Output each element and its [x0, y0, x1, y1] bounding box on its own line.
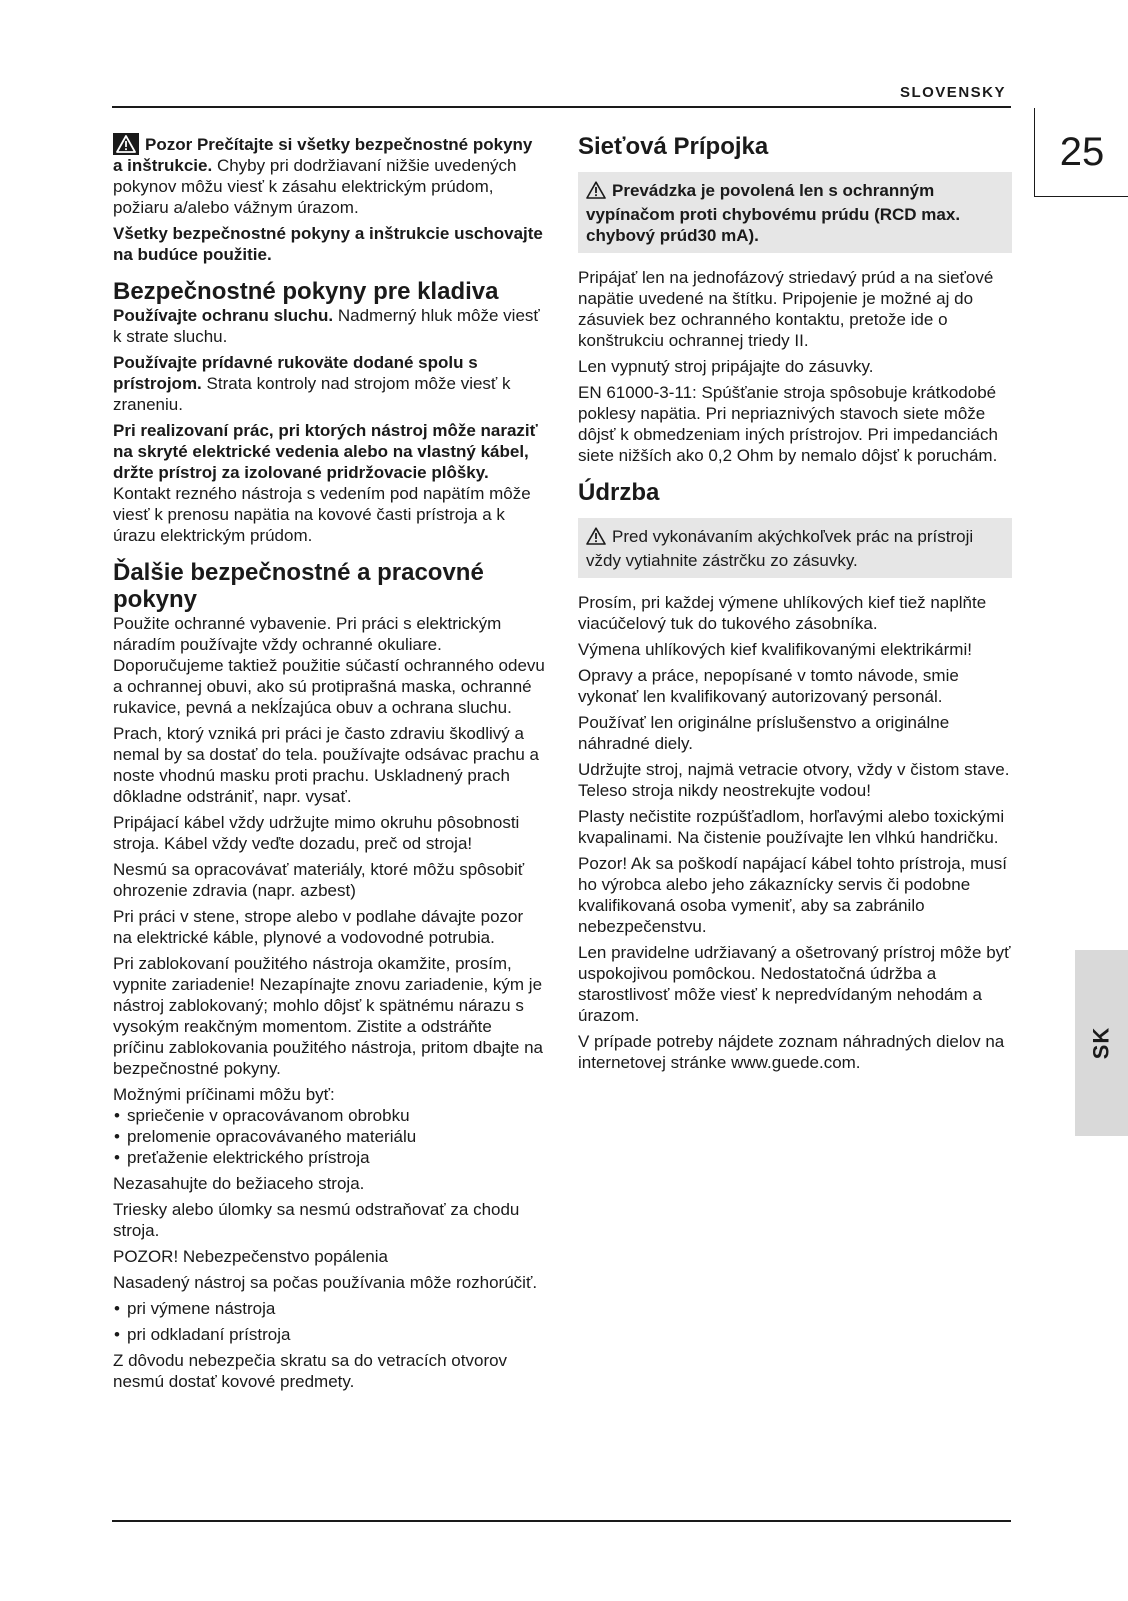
list-item: • pri odkladaní prístroja [113, 1324, 545, 1345]
paragraph: EN 61000-3-11: Spúšťanie stroja spôsobuje krátkodobé poklesy napätia. Pri nepriaznivých stavoch siete môže dôjsť k obmedzeniam iných prístrojov. Pri impedanciách siete nižších ako 0,2 Ohm by nemalo dôjsť k poruchám. [578, 383, 998, 465]
handles-paragraph [113, 352, 545, 415]
paragraph: Používať len originálne príslušenstvo a originálne náhradné diely. [578, 713, 950, 753]
hearing-text: Nadmerný hluk môže viesť k strate sluchu. [113, 306, 540, 346]
paragraph: Výmena uhlíkových kief kvalifikovanými elektrikármi! [578, 640, 972, 659]
intro-warning [113, 133, 545, 218]
hearing-paragraph [113, 305, 545, 347]
top-rule [112, 106, 1011, 108]
intro-warning-bold: Pozor Prečítajte si všetky bezpečnostné pokyny a inštrukcie. [113, 135, 533, 175]
paragraph: Pri práci v stene, strope alebo v podlahe dávajte pozor na elektrické káble, plynové a vodovodné potrubia. [113, 907, 524, 947]
heading-hammer-safety: Bezpečnostné pokyny pre kladiva [113, 278, 499, 305]
right-column [578, 133, 1012, 1078]
paragraph: Plasty nečistite rozpúšťadlom, horľavými alebo toxickými kvapalinami. Na čistenie používajte len vlhkú handričku. [578, 807, 1005, 847]
paragraph: Pri zablokovaní použitého nástroja okamžite, prosím, vypnite zariadenie! Nezapínajte znovu zariadenie, kým je nástroj zablokovaný; mohlo dôjsť k spätnému nárazu s vysokým reakčným momentom. Zistite a odstráňte príčinu zablokovania použitého nástroja, pritom dbajte na bezpečnostné pokyny. [113, 954, 543, 1078]
paragraph: V prípade potreby nájdete zoznam náhradných dielov na internetovej stránke www.guede.com. [578, 1032, 1005, 1072]
list-item: • pri výmene nástroja [113, 1298, 545, 1319]
language-header: SLOVENSKY [899, 84, 1006, 101]
bottom-rule [112, 1520, 1011, 1522]
causes-list [113, 1105, 545, 1168]
page-number: 25 [1034, 108, 1128, 197]
heading-maintenance: Údrzba [578, 479, 660, 506]
paragraph: Pozor! Ak sa poškodí napájací kábel tohto prístroja, musí ho výrobca alebo jeho zákaznícky servis či podobne kvalifikovaná osoba vymeniť, aby sa zabránilo nebezpečenstvu. [578, 854, 1008, 936]
paragraph: Použite ochranné vybavenie. Pri práci s elektrickým náradím používajte vždy ochranné okuliare. Doporučujeme taktiež použitie súčastí ochranného odevu a ochrannej obuvi, ako sú protiprašná maska, ochranné rukavice, pevná a nekĺzajúca obuv a ochrana sluchu. [113, 614, 545, 717]
handles-bold: Používajte prídavné rukoväte dodané spolu s prístrojom. [113, 353, 478, 393]
left-column [113, 133, 545, 1397]
maintenance-notice [578, 518, 1012, 578]
paragraph: Nasadený nástroj sa počas používania môže rozhorúčiť. [113, 1273, 538, 1292]
list-item: • spriečenie v opracovávanom obrobku [113, 1105, 545, 1126]
paragraph: Nesmú sa opracovávať materiály, ktoré môžu spôsobiť ohrozenie zdravia (napr. azbest) [113, 860, 525, 900]
paragraph: Len vypnutý stroj pripájajte do zásuvky. [578, 357, 874, 376]
paragraph: Z dôvodu nebezpečia skratu sa do vetracích otvorov nesmú dostať kovové predmety. [113, 1351, 508, 1391]
hearing-bold: Používajte ochranu sluchu. [113, 306, 334, 325]
intro-warning-text: Chyby pri dodržiavaní nižšie uvedených pokynov môžu viesť k zásahu elektrickým prúdom, požiaru a/alebo vážnym úrazom. [113, 156, 517, 217]
paragraph: Prach, ktorý vzniká pri práci je často zdraviu škodlivý a nemal by sa dostať do tela. používajte odsávac prachu a noste vhodnú masku proti prachu. Uskladnený prach dôkladne odstrániť, napr. vysať. [113, 724, 539, 806]
paragraph: Opravy a práce, nepopísané v tomto návode, smie vykonať len kvalifikovaný autorizovaný personál. [578, 666, 959, 706]
paragraph: Pripájací kábel vždy udržujte mimo okruhu pôsobnosti stroja. Kábel vždy veďte dozadu, preč od stroja! [113, 813, 520, 853]
warning-triangle-icon [586, 527, 606, 550]
paragraph: Prosím, pri každej výmene uhlíkových kief tiež naplňte viacúčelový tuk do tukového zásobníka. [578, 593, 987, 633]
paragraph: POZOR! Nebezpečenstvo popálenia [113, 1247, 388, 1266]
cables-bold: Pri realizovaní prác, pri ktorých nástroj môže naraziť na skryté elektrické vedenia alebo na vlastný kábel, držte prístroj za izolované pridržovacie plôšky. [113, 421, 538, 482]
heading-power-connection: Sieťová Prípojka [578, 133, 769, 160]
burn-cases-list [113, 1298, 545, 1345]
language-side-tab [1075, 950, 1128, 1136]
paragraph: Len pravidelne udržiavaný a ošetrovaný prístroj môže byť uspokojivou pomôckou. Nedostatočná údržba a starostlivosť môže viesť k nepredvídaným nehodám a úrazom. [578, 943, 1011, 1025]
warning-triangle-icon [586, 181, 606, 204]
list-item: • preťaženie elektrického prístroja [113, 1147, 545, 1168]
power-notice [578, 172, 1012, 253]
paragraph: Možnými príčinami môžu byť: [113, 1085, 335, 1104]
language-side-tab-label: SK [1088, 1026, 1114, 1060]
power-notice-text: Prevádzka je povolená len s ochranným vypínačom proti chybovému prúdu (RCD max. chybový prúd30 mA). [586, 181, 961, 245]
paragraph: Triesky alebo úlomky sa nesmú odstraňovať za chodu stroja. [113, 1200, 520, 1240]
cables-paragraph [113, 420, 545, 546]
paragraph: Udržujte stroj, najmä vetracie otvory, vždy v čistom stave. Teleso stroja nikdy neostrekujte vodou! [578, 760, 1010, 800]
heading-more-safety: Ďalšie bezpečnostné a pracovné pokyny [113, 559, 484, 613]
paragraph: Nezasahujte do bežiaceho stroja. [113, 1174, 365, 1193]
cables-text: Kontakt rezného nástroja s vedením pod napätím môže viesť k prenosu napätia na kovové časti prístroja a k úrazu elektrickým prúdom. [113, 484, 531, 545]
handles-text: Strata kontroly nad strojom môže viesť k zraneniu. [113, 374, 511, 414]
maintenance-notice-text: Pred vykonávaním akýchkoľvek prác na prístroji vždy vytiahnite zástrčku zo zásuvky. [586, 527, 974, 570]
intro-keep-instructions: Všetky bezpečnostné pokyny a inštrukcie uschovajte na budúce použitie. [113, 224, 543, 264]
warning-triangle-icon [113, 133, 139, 155]
paragraph: Pripájať len na jednofázový striedavý prúd a na sieťové napätie uvedené na štítku. Pripojenie je možné aj do zásuviek bez ochranného kontaktu, pretože ide o konštrukciu ochrannej triedy II. [578, 268, 994, 350]
list-item: • prelomenie opracovávaného materiálu [113, 1126, 545, 1147]
